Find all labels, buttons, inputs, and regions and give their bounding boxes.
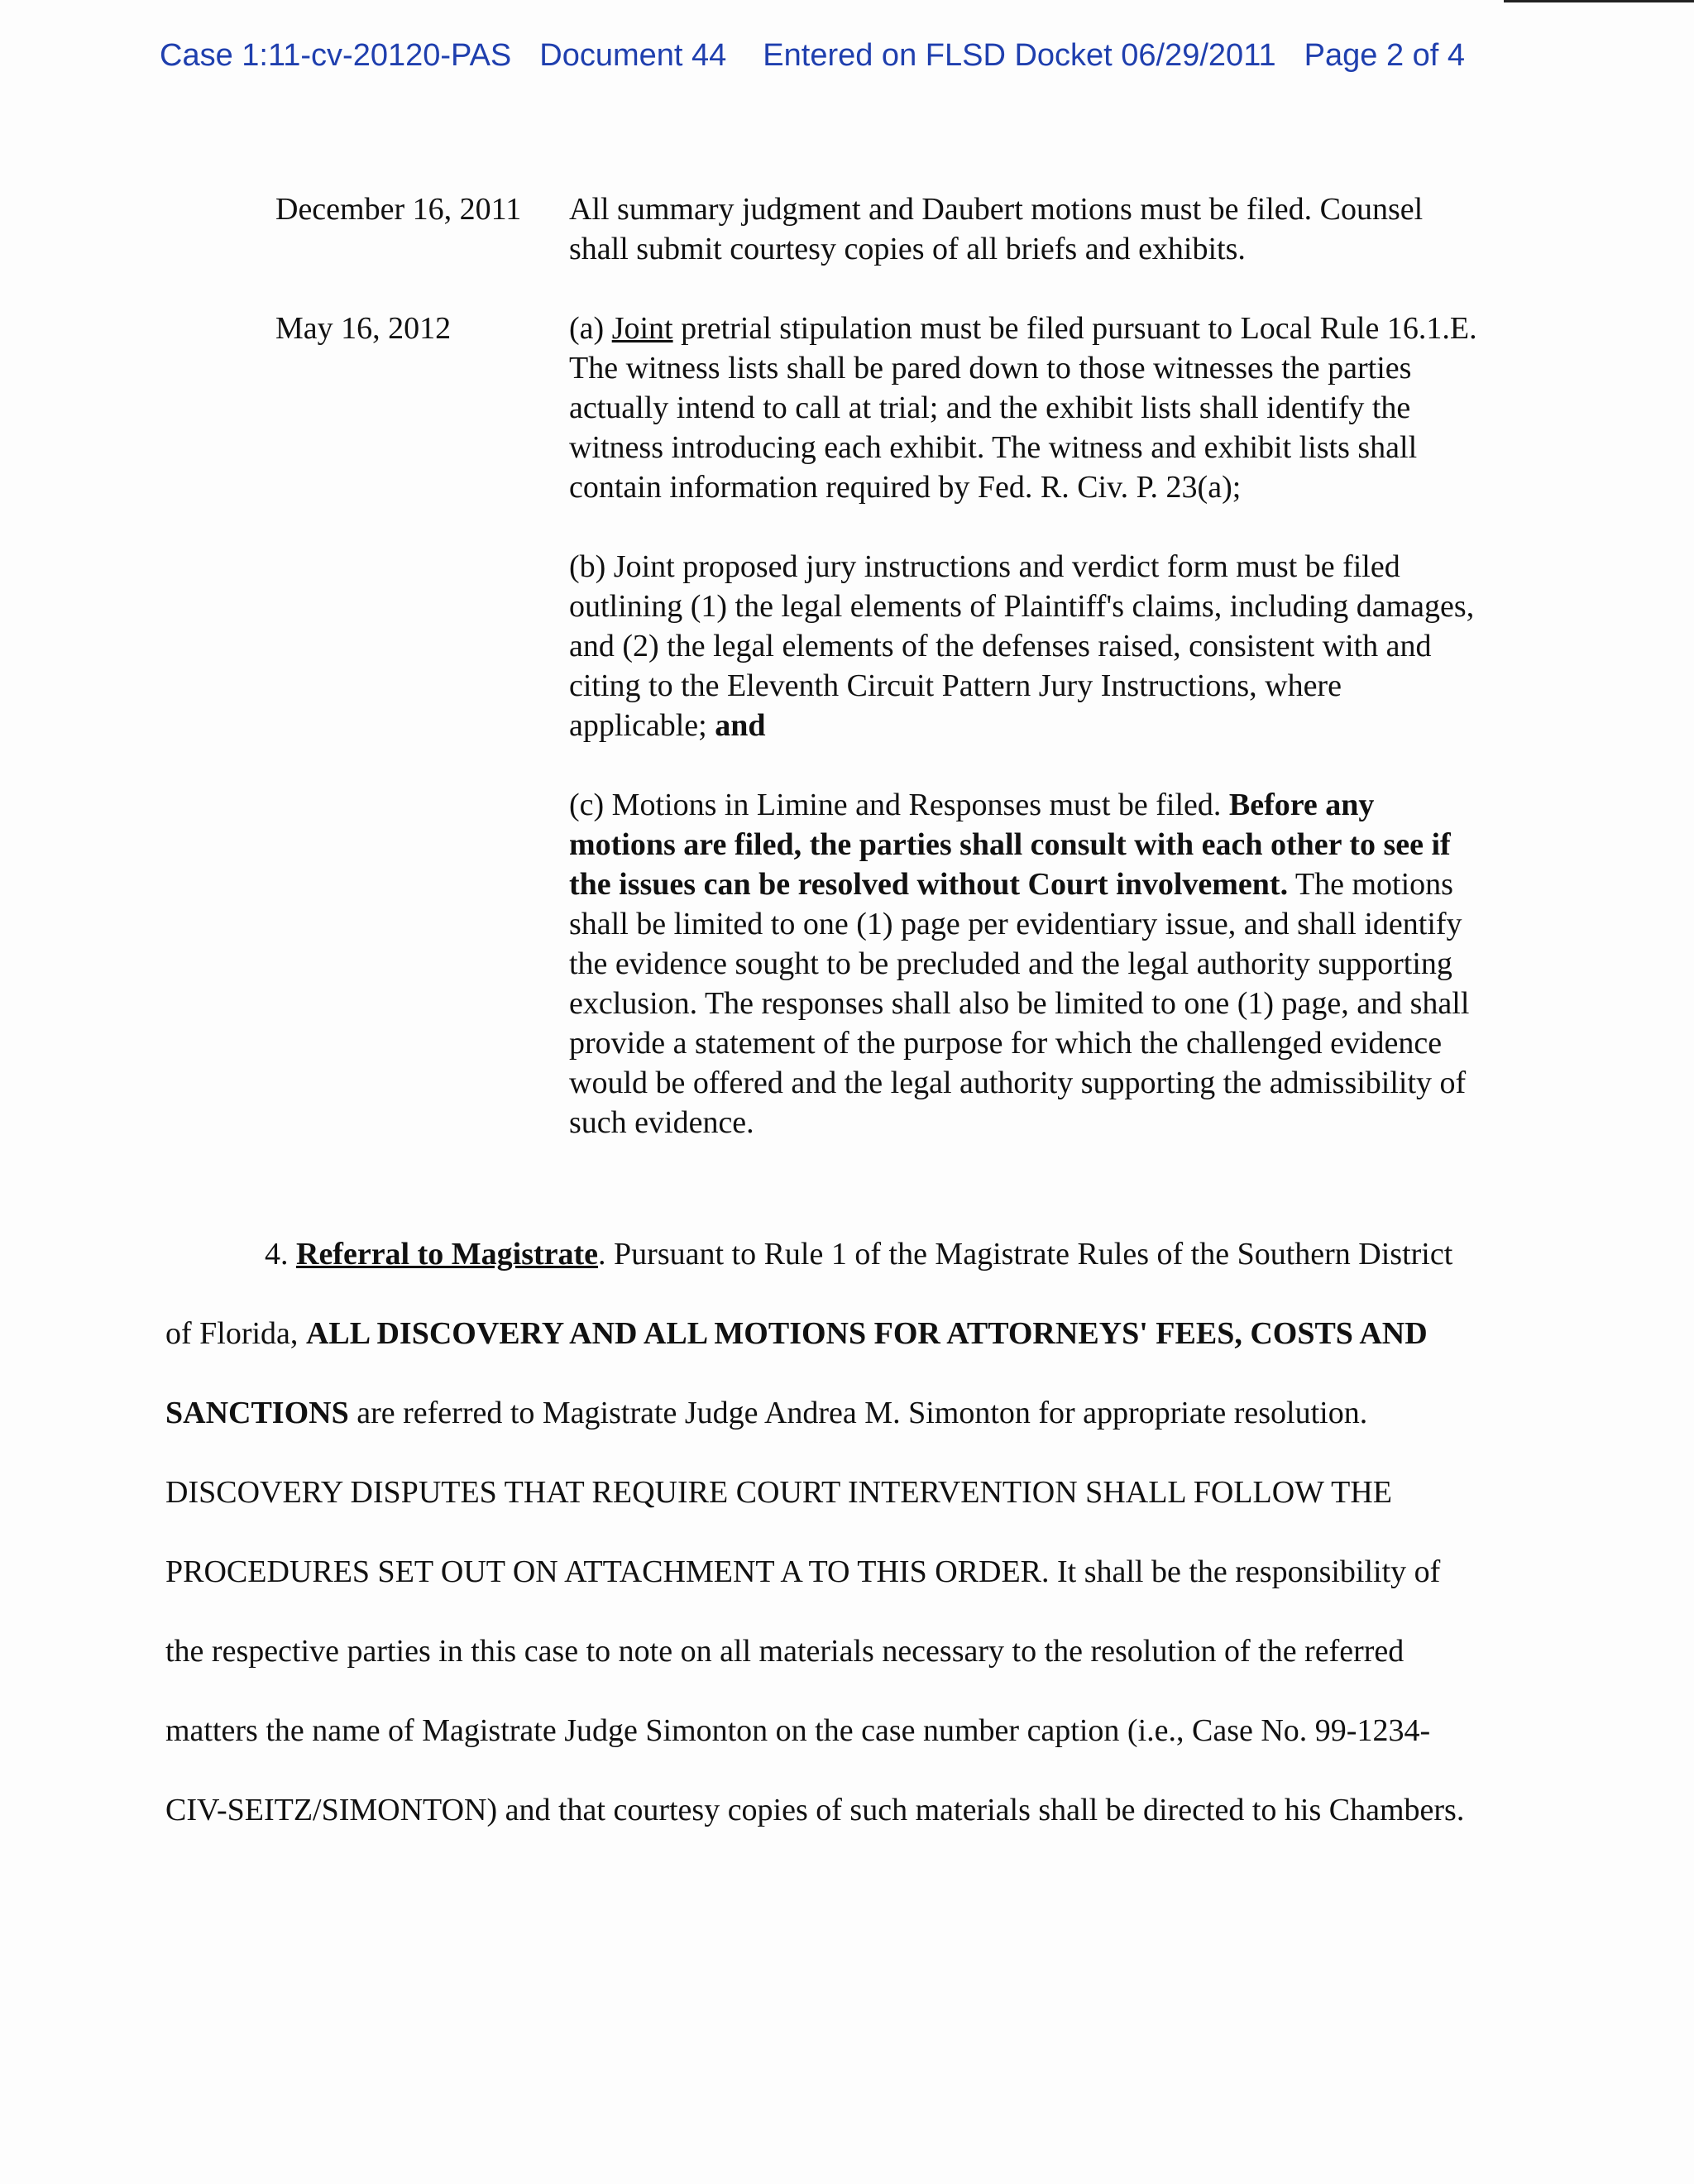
referral-bold-text: ALL DISCOVERY AND ALL MOTIONS FOR ATTORNEYS' FEES, COSTS AND SANCTIONS <box>165 1316 1428 1430</box>
schedule-paragraph: All summary judgment and Daubert motions must be filed. Counsel shall submit courtesy copies of all briefs and exhibits. <box>569 192 1424 266</box>
top-edge-rule <box>1504 0 1694 2</box>
subparagraph-c-text: (c) Motions in Limine and Responses must be filed. <box>569 788 1229 822</box>
subparagraph-c <box>569 785 1479 1142</box>
schedule-date: December 16, 2011 <box>275 192 522 227</box>
section-number: 4. <box>265 1237 296 1272</box>
subparagraph-a-emphasis: Joint <box>611 311 673 346</box>
referral-intro: . Pursuant to Rule 1 of the Magistrate Rules of the Southern District of Florida, <box>165 1237 1453 1351</box>
page-indicator: Page 2 of 4 <box>1304 38 1466 73</box>
docket-entry: Entered on FLSD Docket 06/29/2011 <box>763 38 1276 73</box>
docket-header <box>160 38 1465 74</box>
schedule-text <box>569 189 1479 269</box>
schedule-text <box>569 309 1479 1142</box>
subparagraph-c-bold: Before any motions are filed, the parties shall consult with each other to see if the issues can be resolved without Court involvement. <box>569 788 1451 902</box>
case-number: Case 1:11-cv-20120-PAS <box>160 38 512 73</box>
subparagraph-a <box>569 309 1479 507</box>
referral-section <box>165 1214 1481 1850</box>
referral-paragraph <box>165 1214 1481 1850</box>
subparagraph-b <box>569 547 1479 745</box>
subparagraph-b-text: (b) Joint proposed jury instructions and verdict form must be filed outlining (1) the legal elements of Plaintiff's claims, including damages, and (2) the legal elements of the defenses raised, consistent with and citing to the Eleventh Circuit Pattern Jury Instructions, where applicable; <box>569 549 1475 743</box>
subparagraph-b-bold: and <box>715 708 766 743</box>
schedule-date: May 16, 2012 <box>275 311 452 346</box>
document-number: Document 44 <box>539 38 727 73</box>
subparagraph-c-rest: The motions shall be limited to one (1) page per evidentiary issue, and shall identify the evidence sought to be precluded and the legal authority supporting exclusion. The responses shall also be limited to one (1) page, and shall provide a statement of the purpose for which the challenged evidence would be offered and the legal authority supporting the admissibility of such evidence. <box>569 867 1470 1140</box>
section-heading: Referral to Magistrate <box>296 1237 599 1272</box>
subparagraph-a-text: pretrial stipulation must be filed pursuant to Local Rule 16.1.E. The witness lists shall be pared down to those witnesses the parties actually intend to call at trial; and the exhibit lists shall identify the witness introducing each exhibit. The witness and exhibit lists shall contain information required by Fed. R. Civ. P. 23(a); <box>569 311 1477 505</box>
subparagraph-a-label: (a) <box>569 311 612 346</box>
referral-body: are referred to Magistrate Judge Andrea M. Simonton for appropriate resolution. DISCOVERY DISPUTES THAT REQUIRE COURT INTERVENTION SHALL FOLLOW THE PROCEDURES SET OUT ON ATTACHMENT A TO THIS ORDER. It shall be the responsibility of the respective parties in this case to note on all materials necessary to the resolution of the referred matters the name of Magistrate Judge Simonton on the case number caption (i.e., Case No. 99-1234-CIV-SEITZ/SIMONTON) and that courtesy copies of such materials shall be directed to his Chambers. <box>165 1396 1465 1827</box>
